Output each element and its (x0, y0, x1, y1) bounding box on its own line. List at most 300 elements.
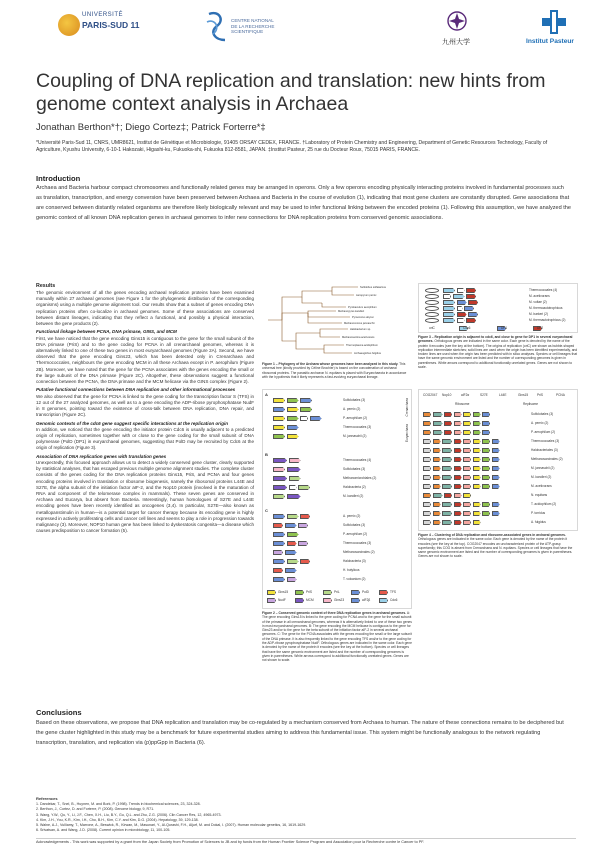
species-label: M. barkeri (2) (529, 311, 548, 316)
key-label: TFS (390, 590, 397, 594)
species-label: H. butylicus (343, 567, 360, 572)
gene-arrow (433, 466, 441, 471)
species-label: Halobacteriales (3) (531, 447, 558, 452)
gene-arrow (482, 502, 490, 507)
key-label: Gins23 (334, 598, 345, 602)
species-label: P. aerophilum (2) (343, 531, 368, 536)
key-swatch (379, 598, 388, 603)
gene-arrow (442, 448, 452, 453)
svg-text:Methanosarcina acetivorans: Methanosarcina acetivorans (342, 336, 375, 339)
gene-arrow (492, 457, 500, 462)
gene-arrow (482, 412, 490, 417)
key-label: PriL (334, 590, 340, 594)
figure-2-text: A: The gene encoding Gins15 is linked to the gene coding for PCNA and to the gene for the small subunit of the primase in all crenarchaeal genomes, whereas it is alternatively linked to one of these two genes in most euryarchaeal genomes. B: The gene encoding the MCM helicase is contiguous to the gene for Gins23 and/or to the gene for the beta subunit of the initiation factor aIF-2 in several archaeal genomes. C: The gene for the PCNA associates with the genes encoding the small or the large subunit of the DNA primase. It is also frequently linked to the gene encoding TFS and/or to the gene coding for the ADP-ribose pyrophosphatase NudF. Orthologous genes are indicated in the same color. Each gene is denoted by the name of the protein it encodes (see the key at the bottom). Species or cell lineages that have the same genomic environment are listed and the number of corresponding genomes is given in parentheses. White arrows correspond to additional functionally unrelated genes. Genes are not shown to scale. (262, 611, 412, 663)
oric-bubble-icon (425, 294, 439, 299)
gene-arrow (454, 412, 462, 417)
species-label: P. aerophilum (2) (343, 415, 368, 420)
species-label: A. pernix (2) (531, 420, 549, 425)
gene-arrow (273, 514, 285, 519)
species-label: Methanomicrobiales (2) (343, 475, 377, 480)
figure-1-title: Figure 1 – Phylogeny of the Archaea whose genomes have been analyzed in this study. (262, 362, 399, 366)
gene-arrow (433, 511, 441, 516)
key-label: aIF2α (461, 393, 470, 397)
gene-arrow (453, 294, 465, 299)
gene-arrow (285, 550, 297, 555)
gene-arrow (473, 421, 481, 426)
logo-pasteur-text: Institut Pasteur (526, 38, 574, 45)
species-label: M. jannaschii (2) (343, 433, 367, 438)
logo-institut-pasteur (526, 8, 596, 58)
fig2-group-crenarchaea: Crenarchaea (405, 398, 409, 417)
figure-1-caption (262, 362, 408, 379)
gene-arrow (442, 520, 452, 525)
key-swatch (295, 598, 304, 603)
gene-arrow (454, 484, 462, 489)
figure-4-key (423, 393, 575, 401)
gene-arrow (463, 412, 471, 417)
gene-arrow (457, 306, 463, 311)
reference-item: 3. Wang, Y.W., Qu, Y., Li, J.F., Chen, X.H., Liu, B.Y., Gu, Q.L. and Zhu, Z.G. (2006). Clin Cancer Res, 12, 4965-4973. (36, 812, 222, 817)
gene-arrow (482, 439, 490, 444)
gene-arrow (287, 425, 299, 430)
gene-arrow (482, 466, 490, 471)
kyushu-emblem-icon (446, 10, 468, 32)
species-label: Methanosarcinales (2) (531, 456, 563, 461)
gene-arrow (473, 448, 481, 453)
gene-arrow (443, 300, 455, 305)
gene-arrow (482, 421, 490, 426)
svg-text:Pyrobaculum aerophilum: Pyrobaculum aerophilum (348, 306, 377, 309)
gene-arrow (300, 416, 308, 421)
species-label: Thermococcales (4) (343, 457, 372, 462)
species-label: M. thermautotrophicus (2) (529, 317, 566, 322)
authors: Jonathan Berthon*†; Diego Cortez‡; Patrick Forterre*‡ (36, 122, 266, 133)
figure-4-title: Figure 4 – Clustering of DNA replication and ribosome-associated genes in archaeal genomes. (418, 533, 566, 537)
key-label: S27E (480, 393, 488, 397)
species-label: Halobacteria (2) (343, 484, 366, 489)
gene-arrow (454, 502, 462, 507)
gene-arrow (287, 559, 299, 564)
fig2-panel-c-label: C (265, 508, 268, 513)
affiliations: *Université Paris-Sud 11, CNRS, UMR8621, Institut de Génétique et Microbiologie, 91405 ORSAY CEDEX, FRANCE. †Laboratory of Protein Chemistry and Engineering, Department of Genetic Resources Technology, Faculty of Agriculture, Kyushu University, 6-10-1 Hakozaki, Higashi-ku, Fukuoka-shi, Fukuoka 812-8581, JAPAN. ‡Institut Pasteur, 25 rue du Docteur Roux, 75015 PARIS, FRANCE. (36, 140, 548, 154)
gene-arrow (433, 412, 443, 417)
gene-arrow (442, 511, 452, 516)
gene-arrow (298, 485, 310, 490)
gene-arrow (463, 484, 471, 489)
fig4-category-replisome: Replisome (523, 402, 539, 406)
logo-kyushu-university (438, 10, 508, 60)
conclusions-heading: Conclusions (36, 708, 82, 717)
gene-arrow (285, 568, 297, 573)
gene-arrow (442, 484, 452, 489)
gene-arrow (300, 514, 310, 519)
results-paragraph-3: We also observed that the gene for PCNA is linked to the gene coding for the transcription factor S (TFS) in 12 out of the 27 analyzed genomes, as well as to a gene encoding the ADP-ribose pyrophosphatase NudF in 8 genomes, pointing toward the existence of cross-talk between DNA replication, DNA repair, and transcription (Figure 2C). (36, 393, 254, 418)
gene-arrow (473, 439, 481, 444)
species-label: Sulfolobales (3) (531, 411, 554, 416)
gene-arrow (423, 475, 431, 480)
gene-arrow (482, 511, 490, 516)
species-label: Sulfolobales (3) (343, 522, 366, 527)
gene-arrow (433, 475, 441, 480)
gene-arrow (473, 484, 481, 489)
figure-4-text: Orthologous genes are indicated in the same color. Each gene is denoted by the name of the protein it encodes (see the key at the top). COG2047 encodes an uncharacterized protein of the ATP-grasp superfamily; this COG is absent from Crenarchaea and N. equitans. Species or cell lineages that have the same genomic environment are listed and the number of corresponding genomes is given in parentheses. Genes are not shown to scale. (418, 537, 573, 559)
gene-arrow (443, 306, 455, 311)
gene-arrow (273, 425, 285, 430)
species-label: A. fulgidus (531, 519, 546, 524)
gene-arrow (463, 466, 471, 471)
results-subheading-2: Putative functional connections between DNA replication and other informational processes (36, 387, 236, 393)
oric-bubble-icon (425, 312, 439, 317)
logo-cnrs (205, 8, 285, 58)
svg-text:Aeropyrum pernix: Aeropyrum pernix (356, 294, 377, 297)
fig3-key-oric: oriC (429, 326, 435, 330)
oric-bubble-icon (425, 306, 439, 311)
reference-item: 2. Berthon, J., Cortez, D. and Forterre, P. (2008). Genome biology, 9, R71. (36, 807, 155, 812)
gene-arrow (433, 439, 441, 444)
species-label: T. acidophilum (2) (531, 501, 557, 506)
oric-bubble-icon (425, 300, 439, 305)
gene-arrow (289, 485, 297, 490)
gene-arrow (433, 448, 441, 453)
key-label: COG2047 (423, 393, 438, 397)
key-swatch (351, 590, 360, 595)
svg-text:Sulfolobus solfataricus: Sulfolobus solfataricus (360, 286, 386, 289)
gene-arrow (287, 434, 299, 439)
svg-text:Archaeoglobus fulgidus: Archaeoglobus fulgidus (354, 352, 381, 355)
introduction-heading: Introduction (36, 174, 81, 183)
svg-text:Methanopyrus kandleri: Methanopyrus kandleri (338, 310, 365, 313)
figure-3-title: Figure 3 – Replication origin is adjacent to cdc6, and close to gene for DP1 in several euryarchaeal genomes. (418, 335, 573, 344)
fig2-group-euryarchaea: Euryarchaea (405, 424, 409, 443)
fig2-panel-a-label: A (265, 392, 268, 397)
gene-arrow (443, 288, 455, 293)
gene-arrow (423, 502, 431, 507)
reference-item: 4. Kim, J.H., You, K.R., Kim, I.H., Cho, B.H., Kim, C.Y. and Kim, D.G. (2004). Hepatology, 39, 129-138. (36, 817, 199, 822)
gene-arrow (463, 493, 471, 498)
gene-arrow (442, 439, 452, 444)
logo-universite-paris-sud (58, 8, 148, 58)
gene-arrow (287, 577, 297, 582)
gene-arrow (273, 559, 285, 564)
gene-arrow (300, 559, 310, 564)
gene-arrow (473, 430, 481, 435)
gene-arrow (423, 448, 431, 453)
gene-arrow (454, 439, 462, 444)
logo-up-name: UNIVERSITÉ (82, 12, 124, 18)
key-label: Cdc6 (390, 598, 398, 602)
figure-2-key (267, 590, 407, 608)
gene-arrow (457, 312, 467, 317)
gene-arrow (287, 494, 301, 499)
figure-3-panel (418, 283, 578, 333)
gene-arrow (463, 475, 471, 480)
species-label: Sulfolobales (3) (343, 397, 366, 402)
logo-cnrs-text: CENTRE NATIONAL DE LA RECHERCHE SCIENTIFIQUE (231, 18, 275, 35)
gene-arrow (482, 448, 490, 453)
gene-arrow (287, 416, 299, 421)
species-label: M. voltae (2) (529, 299, 547, 304)
reference-item: 6. Srivatsan, A. and Wang, J.D. (2008). Current opinion in microbiology, 11, 100-105. (36, 828, 171, 833)
gene-arrow (442, 502, 452, 507)
key-swatch (323, 598, 332, 603)
key-label: PriS (306, 590, 313, 594)
figure-2-panel (262, 389, 412, 609)
gene-arrow (273, 416, 285, 421)
gene-arrow (463, 502, 471, 507)
gene-arrow (463, 520, 471, 525)
gene-arrow (298, 523, 308, 528)
key-swatch (323, 590, 332, 595)
gene-arrow (492, 511, 500, 516)
gene-arrow (463, 511, 471, 516)
gene-arrow (273, 398, 285, 403)
species-label: M. acetivorans (531, 483, 552, 488)
gene-arrow (473, 412, 481, 417)
gene-arrow (273, 494, 285, 499)
results-subheading-1: Functional linkage between PCNA, DNA primase, GINS, and MCM (36, 329, 177, 335)
gene-arrow (300, 398, 312, 403)
results-paragraph-5: Unexpectedly, this focused approach allows us to detect a widely conserved gene cluster, clearly supported by statistical analyses, that has escaped previous multiple genome alignment studies. The complete cluster consists of the genes coding for the DNA replication proteins Gins15, PriS, and PCNA and four genes encoding proteins involved in translation or ribosome biogenesis, namely the ribosomal proteins L44E and S27E, the alpha subunit of the initiation factor aIF-2, and the Nop10 protein (involved in the maturation of RNA and component of the telomerase complex in mammals). These seven genes are conserved in Archaea and Eucarya, but absent from Bacteria. Interestingly, human homologues of S27E and L44E encoding genes have been recently identified as oncogenes (3,4). In particular, S27E—also known as metallopanstimulin in human—is a potential target for cancer therapy because its encoding gene is highly expressed in actively proliferating cells and cancer cell lines and seems to play a role in progression towards malignancy (3). Moreover, NOP10 human gene has been linked to dyskeratosis congenita—a disease which causes predisposition to cancer formation (5). (36, 460, 254, 534)
oric-bubble-icon (425, 318, 439, 323)
gene-arrow (423, 430, 431, 435)
figure-3 (418, 283, 578, 379)
key-swatch (267, 590, 276, 595)
logo-kyushu-text: 九州大学 (442, 39, 470, 46)
gene-arrow (433, 520, 441, 525)
gene-arrow (287, 541, 297, 546)
gene-arrow (273, 407, 285, 412)
gene-arrow (457, 300, 467, 305)
gene-arrow (482, 475, 490, 480)
key-label: Gins15 (278, 590, 289, 594)
key-swatch (267, 598, 276, 603)
gene-arrow (473, 466, 481, 471)
fig3-key-dp2: DP2 (537, 326, 544, 330)
gene-arrow (468, 312, 478, 317)
svg-text:Pyrococcus abyssi: Pyrococcus abyssi (352, 316, 374, 319)
key-swatch (351, 598, 360, 603)
gene-arrow (273, 467, 285, 472)
fig4-category-ribosome: Ribosome (455, 402, 470, 406)
gene-arrow (273, 577, 285, 582)
figure-2-caption (262, 611, 412, 663)
gene-arrow (273, 550, 283, 555)
key-swatch (295, 590, 304, 595)
gene-arrow (300, 407, 312, 412)
gene-arrow (454, 520, 462, 525)
gene-arrow (444, 430, 452, 435)
gene-arrow (433, 430, 443, 435)
gene-arrow (273, 568, 283, 573)
gene-arrow (433, 502, 441, 507)
fig3-key-cdc6: Cdc6 (463, 326, 471, 330)
figure-3-caption (418, 335, 578, 369)
gene-arrow (423, 457, 431, 462)
gene-arrow (273, 541, 285, 546)
gene-arrow (442, 475, 452, 480)
gene-arrow (442, 457, 452, 462)
gene-arrow (463, 448, 471, 453)
svg-text:Methanococcus jannaschii: Methanococcus jannaschii (344, 322, 375, 325)
gene-arrow (466, 288, 476, 293)
gene-arrow (492, 502, 500, 507)
gene-arrow (273, 485, 287, 490)
poster-title: Coupling of DNA replication and translation: new hints from genome context analysis in Archaea (36, 70, 546, 115)
gene-arrow (454, 448, 462, 453)
gene-arrow (285, 523, 297, 528)
gene-arrow (454, 466, 462, 471)
gene-arrow (468, 300, 478, 305)
fig2-panel-b-label: B (265, 452, 268, 457)
gene-arrow (492, 439, 500, 444)
species-label: Thermococcales (4) (529, 287, 558, 292)
gene-arrow (273, 476, 287, 481)
gene-arrow (482, 430, 490, 435)
species-label: P. torridus (531, 510, 546, 515)
key-label: L44E (499, 393, 507, 397)
oric-bubble-icon (425, 288, 439, 293)
gene-arrow (473, 511, 481, 516)
species-label: A. pernix (2) (343, 513, 361, 518)
svg-text:Halobacterium sp.: Halobacterium sp. (350, 328, 371, 331)
key-swatch (379, 590, 388, 595)
gene-arrow (454, 475, 462, 480)
gene-arrow (433, 484, 441, 489)
gene-arrow (289, 476, 301, 481)
gene-arrow (423, 484, 431, 489)
species-label: Thermococcales (3) (343, 540, 372, 545)
species-label: M. jannaschii (2) (531, 465, 555, 470)
species-label: M. kandleri (2) (343, 493, 364, 498)
figure-4 (418, 389, 578, 589)
key-label: Gins15 (518, 393, 529, 397)
gene-arrow (473, 502, 481, 507)
figure-2 (262, 389, 412, 699)
reference-item: 5. Walne, A.J., Vulliamy, T., Marrone, A., Beswick, R., Kirwan, M., Masunari, Y., Al-Qurashi, F.H., Aljurf, M. and Dokal, I. (2007). Human molecular genetics, 16, 1619-1629. (36, 823, 307, 828)
gene-arrow (492, 466, 500, 471)
gene-arrow (482, 484, 490, 489)
gene-arrow (457, 288, 465, 293)
pasteur-mark-icon (540, 8, 568, 36)
species-label: Halobacteria (3) (343, 558, 366, 563)
gene-arrow (423, 511, 431, 516)
introduction-text: Archaea and Bacteria harbour compact chromosomes and functionally related genes may be arranged in operons. Only a few operons encoding physically interacting proteins involved in fundamental processes such as translation, transcription, and energy conversion have been preserved between Archaea and Bacteria in the course of evolution (1), indicating that most gene clusters are constantly disrupted. Gene associations that are conserved between distantly related organisms are therefore likely biologically relevant and may be used to infer functional linking between the encoded proteins (1). Following this assumption, we have analyzed the genomic context of all known DNA replication genes in archaeal genomes to infer new connections for DNA replication proteins from conserved genomic associations. (36, 185, 571, 221)
key-label: PCNA (556, 393, 565, 397)
key-label: MCM (306, 598, 314, 602)
gene-arrow (310, 416, 322, 421)
gene-arrow (298, 541, 308, 546)
key-label: aIF2β (362, 598, 371, 602)
figure-1-phylogeny-tree (262, 283, 408, 357)
species-label: Thermococcales (3) (343, 424, 372, 429)
gene-arrow (444, 412, 452, 417)
gene-arrow (482, 457, 490, 462)
gene-arrow (423, 421, 431, 426)
gene-arrow (442, 466, 452, 471)
reference-item: 1. Dandekar, T., Snel, B., Huynen, M. and Bork, P. (1998). Trends in biochemical sciences, 23, 324-328. (36, 802, 201, 807)
gene-arrow (463, 439, 471, 444)
gene-arrow (473, 457, 481, 462)
gene-arrow (433, 457, 441, 462)
gene-arrow (492, 484, 500, 489)
gene-arrow (454, 493, 462, 498)
gene-arrow (443, 318, 455, 323)
gene-arrow (423, 412, 431, 417)
species-label: A. pernix (2) (343, 406, 361, 411)
gene-arrow (473, 520, 481, 525)
results-column (36, 283, 254, 537)
logo-up-sub: PARIS-SUD 11 (82, 20, 140, 30)
species-label: M. kandleri (2) (531, 474, 552, 479)
gene-arrow (444, 421, 452, 426)
gene-arrow (463, 421, 471, 426)
gene-arrow (273, 523, 283, 528)
cnrs-mark-icon (205, 10, 229, 44)
gene-arrow (492, 448, 500, 453)
figure-1-text: This universal tree (kindly provided by Céline Brochier) is based on the concatenation of archaeal ribosomal proteins. The parasitic archaeon N. equitans is placed with Euryarchaeota in accordance with the hypothesis that it likely represents a fast-evolving euryarchaeal lineage. (262, 362, 407, 379)
results-subheading-4: Association of DNA replication genes with translation genes (36, 453, 167, 459)
results-paragraph-2: First, we have noticed that the gene encoding Gins15 is contiguous to the gene for the small subunit of the DNA primase (PriS) and to the gene coding for PCNA in all crenarchaeal genomes, whereas it is alternatively linked to one of these two genes in most euryarchaeal genomes (Figure 2A). Second, we have observed that the gene encoding Gins23, which has been detected only in Crenarchaea and Thermococcales, neighbours the gene encoding MCM in all these Archaea except in P. aerophilum (Figure 2B). Moreover, we have noted that the gene for the PCNA associates with the genes encoding the small or the large subunit of the DNA primase (Figure 2C). Altogether, these observations suggest a functional connection between the PCNA, the DNA primase and the MCM helicase via the GINS complex (Figure 2). (36, 335, 254, 385)
key-label: PriS (537, 393, 544, 397)
references-heading: References (36, 796, 58, 801)
gene-arrow (463, 430, 471, 435)
key-label: Nop10 (442, 393, 452, 397)
gene-arrow (287, 398, 299, 403)
species-label: Methanosarcinales (2) (343, 549, 375, 554)
figure-2-title: Figure 2 – Conserved genomic context of three DNA replication genes in archaeal genomes. (262, 611, 407, 615)
gene-arrow (423, 520, 431, 525)
gene-arrow (273, 434, 285, 439)
gene-arrow (444, 493, 452, 498)
gene-arrow (289, 458, 301, 463)
figure-4-caption (418, 533, 578, 559)
gene-arrow (433, 493, 443, 498)
gene-arrow (443, 312, 455, 317)
gene-arrow (287, 532, 299, 537)
species-label: P. aerophilum (2) (531, 429, 556, 434)
gene-arrow (473, 475, 481, 480)
conclusions-text: Based on these observations, we propose that DNA replication and translation may be co-regulated by a mechanism conserved from Archaea to human. The nature of these connections remains to be deciphered but the gene cluster highlighted in this study may be a benchmark for future experimental studies aiming to address this fundamental issue. This system might be functionally analogous to the network regulating transcription, translation, and replication via (p)ppGpp in Bacteria (6). (36, 720, 564, 746)
gene-arrow (273, 458, 287, 463)
figure-3-text: Orthologous genes are indicated in the same color. Each gene is denoted by the name of the protein it encodes (see the key at the bottom). The origins of replication (oriC) are shown as bubble-shaped replication intermediate sketches; solid lines are used when the origin has been identified experimentally, and broken lines are used when the origin has been predicted with in silico analyses. Species or cell lineages that have the same genomic environment are listed and the number of corresponding genomes is given in parentheses. White arrows correspond to additional functionally unrelated genes. Genes are not shown to scale. (418, 339, 578, 370)
gene-arrow (433, 421, 443, 426)
gene-arrow (454, 511, 462, 516)
key-label: NudF (278, 598, 286, 602)
gene-arrow (492, 475, 500, 480)
gene-arrow (423, 493, 431, 498)
results-subheading-3: Genomic contexts of the cdc6 gene suggest specific interactions at the replication origin (36, 420, 229, 426)
gene-arrow (457, 318, 465, 323)
gene-arrow (443, 294, 451, 299)
figure-1 (262, 283, 408, 379)
acknowledgements: Acknowledgements - This work was supported by a grant from the Japan Society from Promotion of Sciences to JB and by funds from the Human Frontier Science Program and Association pour la Recherche contre le Cancer to PF. (36, 838, 576, 845)
gene-arrow (273, 532, 285, 537)
figure-3-key (425, 326, 575, 332)
gene-arrow (464, 306, 474, 311)
gene-arrow (454, 421, 462, 426)
gene-arrow (287, 467, 301, 472)
fig3-key-dp1: DP1 (501, 326, 508, 330)
results-heading: Results (36, 283, 56, 289)
species-label: Sulfolobales (3) (343, 466, 366, 471)
gene-arrow (466, 294, 476, 299)
species-label: M. acetivorans (529, 293, 550, 298)
svg-text:Thermoplasma acidophilum: Thermoplasma acidophilum (346, 344, 378, 347)
paris-sud-emblem-icon (58, 14, 80, 36)
species-label: T. volcanium (2) (343, 576, 366, 581)
species-label: N. equitans (531, 492, 548, 497)
gene-arrow (454, 457, 462, 462)
